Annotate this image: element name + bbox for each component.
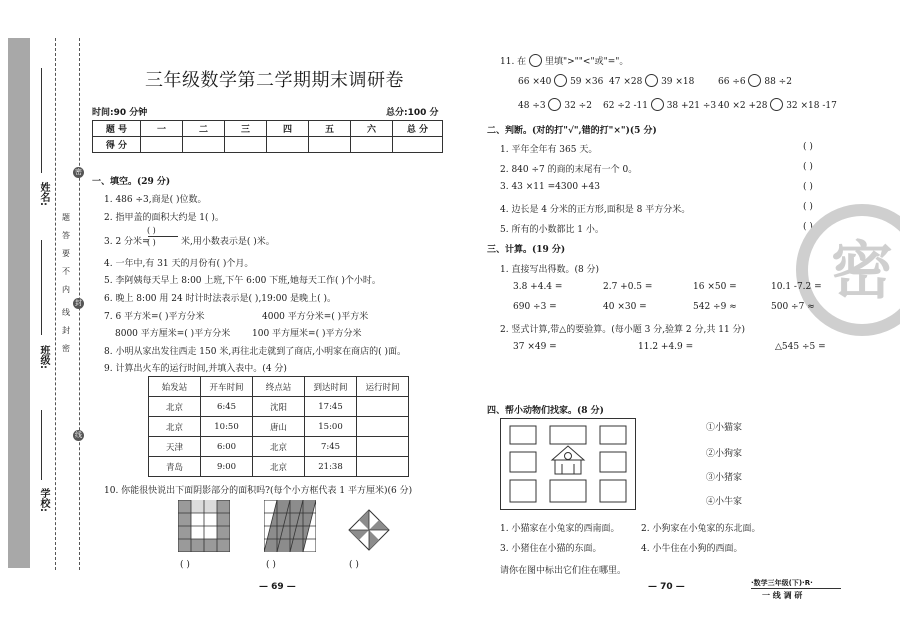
section-heading: 三、计算。(19 分) bbox=[487, 245, 566, 255]
judge-item: 5. 所有的小数都比 1 小。 bbox=[500, 225, 604, 235]
judge-answer[interactable]: ( ) bbox=[803, 182, 813, 192]
name-label: 姓名: bbox=[38, 182, 49, 206]
table-cell: 青岛 bbox=[149, 457, 201, 477]
animal-item: ③小猪家 bbox=[706, 473, 743, 483]
class-label: 班级: bbox=[38, 345, 49, 369]
map-figure bbox=[500, 418, 636, 510]
train-table bbox=[148, 376, 409, 477]
table-header: 始发站 bbox=[149, 377, 201, 397]
seal-mark: 密 bbox=[75, 168, 82, 176]
calc-item: 16 ×50 = bbox=[693, 282, 737, 292]
judge-answer[interactable]: ( ) bbox=[803, 142, 813, 152]
judge-item: 3. 43 ×11 =4300 +43 bbox=[500, 182, 600, 192]
judge-answer[interactable]: ( ) bbox=[803, 202, 813, 212]
fraction-numerator[interactable]: ( ) bbox=[147, 226, 156, 235]
table-cell: 北京 bbox=[253, 457, 305, 477]
seal-text: 答 bbox=[62, 231, 70, 240]
table-cell: 10:50 bbox=[201, 417, 253, 437]
answer-blank[interactable]: ( ) bbox=[180, 560, 190, 570]
compare-right: 32 ×18 -17 bbox=[786, 101, 837, 111]
compare-right: 39 ×18 bbox=[661, 77, 695, 87]
question-text: 2. 指甲盖的面积大约是 1( )。 bbox=[104, 213, 224, 223]
table-cell: 北京 bbox=[149, 417, 201, 437]
question-text: 米,用小数表示是( )米。 bbox=[181, 237, 275, 247]
table-row bbox=[149, 437, 409, 457]
question-text: 8. 小明从家出发往西走 150 米,再往北走就到了商店,小明家在商店的( )面。 bbox=[104, 347, 406, 357]
score-header: 一 bbox=[141, 121, 183, 137]
calc-item: 10.1 -7.2 = bbox=[771, 282, 822, 292]
compare-right: 38 +21 ÷3 bbox=[666, 101, 717, 111]
seal-text: 线 bbox=[62, 308, 70, 317]
question-text: 2. 竖式计算,带△的要验算。(每小题 3 分,验算 2 分,共 11 分) bbox=[500, 325, 746, 335]
animal-item: ②小狗家 bbox=[706, 449, 743, 459]
compare-left: 40 ×2 +28 bbox=[718, 101, 768, 111]
pinwheel-figure bbox=[347, 508, 391, 552]
school-label: 学校: bbox=[38, 488, 49, 512]
table-cell: 7:45 bbox=[305, 437, 357, 457]
score-header: 三 bbox=[225, 121, 267, 137]
table-cell: 21:38 bbox=[305, 457, 357, 477]
question-text: 9. 计算出火车的运行时间,并填入表中。(4 分) bbox=[104, 364, 287, 374]
question-text: 4000 平方分米=( )平方米 bbox=[262, 312, 369, 322]
answer-cell[interactable] bbox=[357, 457, 409, 477]
stamp-text: 密 bbox=[830, 234, 894, 307]
section-heading: 二、判断。(对的打"√",错的打"×")(5 分) bbox=[487, 126, 657, 136]
compare-right: 32 ÷2 bbox=[564, 101, 592, 111]
table-header: 到达时间 bbox=[305, 377, 357, 397]
compare-right: 59 ×36 bbox=[570, 77, 604, 87]
fraction-denominator[interactable]: ( ) bbox=[147, 238, 156, 247]
table-cell: 北京 bbox=[149, 397, 201, 417]
question-text: 8000 平方厘米=( )平方分米 bbox=[115, 329, 231, 339]
compare-circle[interactable] bbox=[554, 74, 567, 87]
score-header: 总 分 bbox=[393, 121, 443, 137]
score-header: 六 bbox=[351, 121, 393, 137]
section-heading: 一、填空。(29 分) bbox=[92, 177, 171, 187]
table-row bbox=[149, 397, 409, 417]
judge-item: 2. 840 ÷7 的商的末尾有一个 0。 bbox=[500, 165, 638, 175]
clue-text: 2. 小狗家在小兔家的东北面。 bbox=[641, 524, 761, 534]
clue-text: 请你在图中标出它们住在哪里。 bbox=[500, 566, 627, 576]
compare-left: 47 ×28 bbox=[609, 77, 643, 87]
table-cell: 天津 bbox=[149, 437, 201, 457]
time-info: 时间:90 分钟 bbox=[92, 108, 148, 118]
shaded-grid-figure bbox=[178, 500, 230, 552]
calc-item: 690 ÷3 = bbox=[513, 302, 557, 312]
table-header: 运行时间 bbox=[357, 377, 409, 397]
clue-text: 3. 小猪住在小猫的东面。 bbox=[500, 544, 602, 554]
seal-mark: 线 bbox=[75, 431, 82, 439]
question-text: 4. 一年中,有 31 天的月份有( )个月。 bbox=[104, 259, 254, 269]
compare-circle[interactable] bbox=[645, 74, 658, 87]
score-cell[interactable] bbox=[309, 137, 351, 153]
score-cell[interactable] bbox=[267, 137, 309, 153]
question-text: 1. 直接写出得数。(8 分) bbox=[500, 265, 600, 275]
compare-left: 66 ÷6 bbox=[718, 77, 746, 87]
seal-mark: 封 bbox=[75, 299, 82, 307]
calc-item: 500 ÷7 ≈ bbox=[771, 302, 815, 312]
calc-item: 2.7 +0.5 = bbox=[603, 282, 653, 292]
compare-item bbox=[718, 98, 837, 111]
parallelogram-figure bbox=[264, 500, 316, 552]
footer-book: ·数学三年级(下)·R· bbox=[751, 579, 813, 587]
table-header: 开车时间 bbox=[201, 377, 253, 397]
table-row bbox=[149, 457, 409, 477]
table-cell: 唐山 bbox=[253, 417, 305, 437]
question-text: 5. 李阿姨每天早上 8:00 上班,下午 6:00 下班,她每天工作( )个小时。 bbox=[104, 276, 381, 286]
question-text: 6. 晚上 8:00 用 24 时计时法表示是( ),19:00 是晚上( )。 bbox=[104, 294, 336, 304]
judge-item: 1. 平年全年有 365 天。 bbox=[500, 145, 598, 155]
compare-left: 48 ÷3 bbox=[518, 101, 546, 111]
question-tail: 里填">""<"或"="。 bbox=[544, 57, 629, 67]
animal-item: ①小猫家 bbox=[706, 423, 743, 433]
question-text: 1. 486 ÷3,商是( )位数。 bbox=[104, 195, 207, 205]
clue-text: 1. 小猫家在小兔家的西南面。 bbox=[500, 524, 620, 534]
score-cell[interactable] bbox=[225, 137, 267, 153]
table-cell: 北京 bbox=[253, 437, 305, 457]
calc-item: 37 ×49 = bbox=[513, 342, 557, 352]
page-title: 三年级数学第二学期期末调研卷 bbox=[145, 70, 404, 91]
page-number: — 70 — bbox=[648, 582, 685, 592]
score-cell[interactable] bbox=[183, 137, 225, 153]
compare-left: 66 ×40 bbox=[518, 77, 552, 87]
score-row-label: 得 分 bbox=[93, 137, 141, 153]
compare-left: 62 ÷2 -11 bbox=[603, 101, 648, 111]
score-table bbox=[92, 120, 443, 153]
school-field[interactable] bbox=[41, 410, 42, 480]
question-text: 100 平方厘米=( )平方分米 bbox=[252, 329, 362, 339]
table-row bbox=[149, 417, 409, 437]
compare-circle[interactable] bbox=[651, 98, 664, 111]
compare-item bbox=[603, 98, 716, 111]
calc-item: 40 ×30 = bbox=[603, 302, 647, 312]
compare-item bbox=[609, 74, 694, 87]
compare-circle[interactable] bbox=[748, 74, 761, 87]
table-cell: 6:00 bbox=[201, 437, 253, 457]
judge-answer[interactable]: ( ) bbox=[803, 222, 813, 232]
calc-item: 3.8 +4.4 = bbox=[513, 282, 563, 292]
answer-cell[interactable] bbox=[357, 397, 409, 417]
answer-cell[interactable] bbox=[357, 437, 409, 457]
question-text bbox=[500, 54, 628, 67]
answer-blank[interactable]: ( ) bbox=[266, 560, 276, 570]
seal-text: 密 bbox=[62, 344, 70, 353]
seal-text: 内 bbox=[62, 285, 70, 294]
seal-text: 不 bbox=[62, 267, 70, 276]
seal-text: 题 bbox=[62, 213, 70, 222]
clue-text: 4. 小牛住在小狗的西面。 bbox=[641, 544, 743, 554]
table-cell: 9:00 bbox=[201, 457, 253, 477]
calc-item: 542 ÷9 ≈ bbox=[693, 302, 737, 312]
question-text: 10. 你能很快说出下面阴影部分的面积吗?(每个小方框代表 1 平方厘米)(6 分) bbox=[104, 486, 413, 496]
compare-item bbox=[518, 74, 603, 87]
question-text: 7. 6 平方米=( )平方分米 bbox=[104, 312, 205, 322]
compare-circle[interactable] bbox=[548, 98, 561, 111]
fraction-bar bbox=[148, 236, 178, 237]
table-cell: 沈阳 bbox=[253, 397, 305, 417]
name-field[interactable] bbox=[41, 68, 42, 173]
table-cell: 17:45 bbox=[305, 397, 357, 417]
section-heading: 四、帮小动物们找家。(8 分) bbox=[487, 406, 604, 416]
compare-right: 88 ÷2 bbox=[764, 77, 792, 87]
compare-circle-icon bbox=[529, 54, 542, 67]
page-number: — 69 — bbox=[259, 582, 296, 592]
score-header: 题 号 bbox=[93, 121, 141, 137]
score-cell[interactable] bbox=[351, 137, 393, 153]
score-header: 二 bbox=[183, 121, 225, 137]
answer-cell[interactable] bbox=[357, 417, 409, 437]
stamp-watermark bbox=[796, 200, 900, 350]
table-cell: 6:45 bbox=[201, 397, 253, 417]
score-cell[interactable] bbox=[141, 137, 183, 153]
score-header: 五 bbox=[309, 121, 351, 137]
class-field[interactable] bbox=[41, 240, 42, 335]
compare-item bbox=[518, 98, 592, 111]
table-header: 终点站 bbox=[253, 377, 305, 397]
compare-item bbox=[718, 74, 792, 87]
footer-brand: 一 线 调 研 bbox=[762, 591, 803, 600]
question-lead: 11. 在 bbox=[500, 57, 527, 67]
cut-line bbox=[55, 38, 56, 570]
answer-blank[interactable]: ( ) bbox=[349, 560, 359, 570]
judge-item: 4. 边长是 4 分米的正方形,面积是 8 平方分米。 bbox=[500, 205, 691, 215]
score-header: 四 bbox=[267, 121, 309, 137]
compare-circle[interactable] bbox=[770, 98, 783, 111]
question-text: 3. 2 分米= bbox=[104, 237, 150, 247]
calc-item: △545 ÷5 = bbox=[775, 342, 826, 352]
total-info: 总分:100 分 bbox=[386, 108, 439, 118]
score-cell[interactable] bbox=[393, 137, 443, 153]
judge-answer[interactable]: ( ) bbox=[803, 162, 813, 172]
binding-strip bbox=[8, 38, 30, 568]
table-cell: 15:00 bbox=[305, 417, 357, 437]
seal-text: 封 bbox=[62, 326, 70, 335]
footer-divider bbox=[751, 588, 841, 589]
calc-item: 11.2 +4.9 = bbox=[638, 342, 694, 352]
animal-item: ④小牛家 bbox=[706, 497, 743, 507]
seal-text: 要 bbox=[62, 249, 70, 258]
